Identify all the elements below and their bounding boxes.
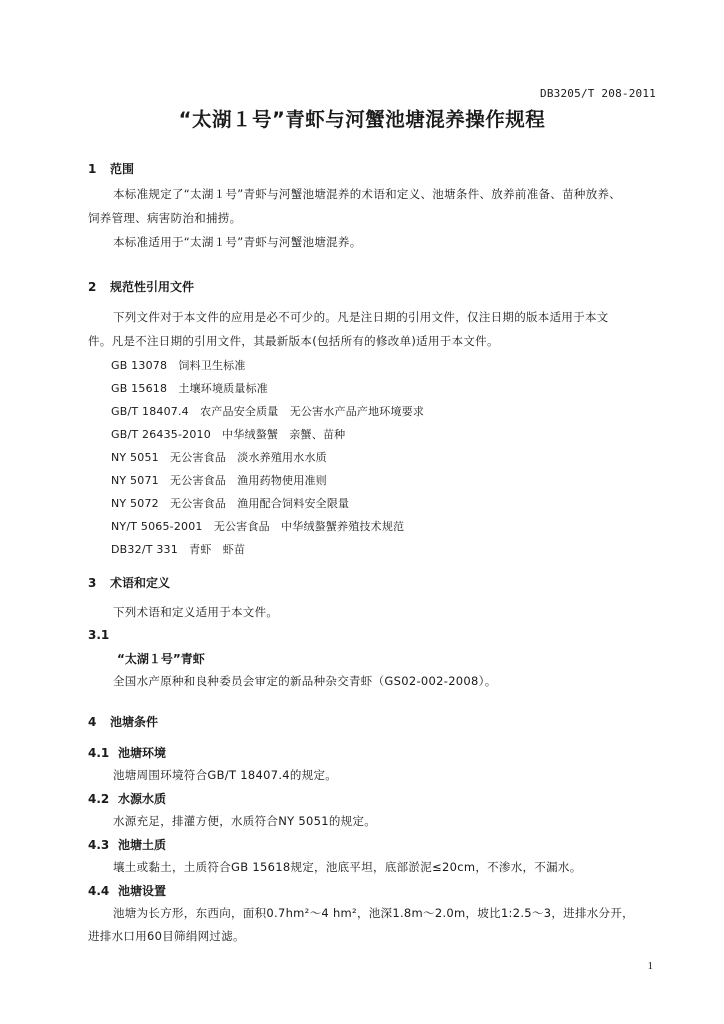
- reference-title: 无公害食品 渔用药物使用准则: [170, 474, 327, 487]
- reference-title: 无公害食品 淡水养殖用水水质: [170, 451, 327, 464]
- reference-code: NY 5071: [111, 474, 159, 487]
- subsection-number: 4.3: [88, 838, 110, 852]
- reference-title: 无公害食品 中华绒螯蟹养殖技术规范: [213, 520, 405, 533]
- subsection-4-1-heading: [88, 744, 166, 761]
- reference-item: [111, 357, 246, 373]
- subsection-4-3-heading: [88, 836, 166, 853]
- reference-title: 中华绒螯蟹 亲蟹、苗种: [222, 428, 346, 441]
- section-4-heading: [88, 713, 158, 730]
- subsection-4-4-text-line1: 池塘为长方形，东西向，面积0.7hm²～4 hm²，池深1.8m～2.0m，坡比1:2.5～3，进排水分开，: [113, 906, 634, 920]
- reference-code: DB32/T 331: [111, 543, 178, 556]
- section-4-title: 池塘条件: [110, 715, 159, 729]
- reference-item: [111, 426, 345, 442]
- subsection-4-1-text: 池塘周围环境符合GB/T 18407.4的规定。: [113, 768, 338, 782]
- subsection-title: 水源水质: [118, 792, 167, 806]
- reference-code: NY/T 5065-2001: [111, 520, 203, 533]
- reference-item: [111, 380, 268, 396]
- reference-item: [111, 541, 245, 557]
- reference-code: GB 13078: [111, 359, 168, 372]
- section-4-number: 4: [88, 715, 97, 729]
- section-2-heading: [88, 278, 194, 295]
- reference-item: [111, 449, 327, 465]
- reference-title: 土壤环境质量标准: [178, 382, 268, 395]
- term-title: “太湖１号”青虾: [117, 652, 205, 666]
- reference-code: GB 15618: [111, 382, 168, 395]
- reference-title: 饲料卫生标准: [178, 359, 246, 372]
- section-1-para2: 本标准适用于“太湖１号”青虾与河蟹池塘混养。: [113, 235, 362, 249]
- reference-item: [111, 403, 424, 419]
- term-definition: 全国水产原种和良种委员会审定的新品种杂交青虾（GS02-002-2008）。: [113, 674, 497, 688]
- section-1-number: 1: [88, 162, 97, 176]
- section-3-intro: 下列术语和定义适用于本文件。: [113, 605, 279, 619]
- reference-code: GB/T 26435-2010: [111, 428, 211, 441]
- subsection-4-2-text: 水源充足，排灌方便，水质符合NY 5051的规定。: [113, 814, 377, 828]
- section-1-heading: [88, 160, 134, 177]
- section-2-para-line1: 下列文件对于本文件的应用是必不可少的。凡是注日期的引用文件，仅注日期的版本适用于本文: [113, 310, 609, 324]
- subsection-title: 池塘土质: [118, 838, 167, 852]
- section-3-heading: [88, 574, 170, 591]
- section-3-number: 3: [88, 576, 97, 590]
- reference-item: [111, 495, 349, 511]
- reference-title: 青虾 虾苗: [189, 543, 246, 556]
- reference-title: 农产品安全质量 无公害水产品产地环境要求: [200, 405, 425, 418]
- reference-title: 无公害食品 渔用配合饲料安全限量: [170, 497, 350, 510]
- standard-code: DB3205/T 208-2011: [540, 87, 656, 100]
- subsection-title: 池塘环境: [118, 746, 167, 760]
- section-1-title: 范围: [110, 162, 135, 176]
- document-title: “太湖１号”青虾与河蟹池塘混养操作规程: [178, 108, 546, 131]
- section-2-title: 规范性引用文件: [110, 280, 195, 294]
- subsection-number: 4.2: [88, 792, 110, 806]
- subsection-number: 4.4: [88, 884, 110, 898]
- subsection-4-2-heading: [88, 790, 166, 807]
- reference-item: [111, 472, 327, 488]
- section-1-para1-line1: 本标准规定了“太湖１号”青虾与河蟹池塘混养的术语和定义、池塘条件、放养前准备、苗种放养、: [113, 187, 622, 201]
- subsection-4-4-heading: [88, 882, 166, 899]
- subsection-title: 池塘设置: [118, 884, 167, 898]
- reference-code: GB/T 18407.4: [111, 405, 189, 418]
- subsection-number: 4.1: [88, 746, 110, 760]
- subsection-4-3-text: 壤土或黏土，土质符合GB 15618规定，池底平坦，底部淤泥≤20cm，不渗水，不漏水。: [113, 860, 582, 874]
- reference-code: NY 5051: [111, 451, 159, 464]
- section-1-para1-line2: 饲养管理、病害防治和捕捞。: [88, 211, 242, 225]
- section-2-number: 2: [88, 280, 97, 294]
- section-2-para-line2: 件。凡是不注日期的引用文件，其最新版本(包括所有的修改单)适用于本文件。: [88, 334, 499, 348]
- reference-item: [111, 518, 404, 534]
- section-3-title: 术语和定义: [110, 576, 171, 590]
- subsection-3-1-number: 3.1: [88, 628, 110, 642]
- subsection-4-4-text-line2: 进排水口用60目筛绢网过滤。: [88, 929, 245, 943]
- reference-code: NY 5072: [111, 497, 159, 510]
- page-number: 1: [647, 960, 653, 972]
